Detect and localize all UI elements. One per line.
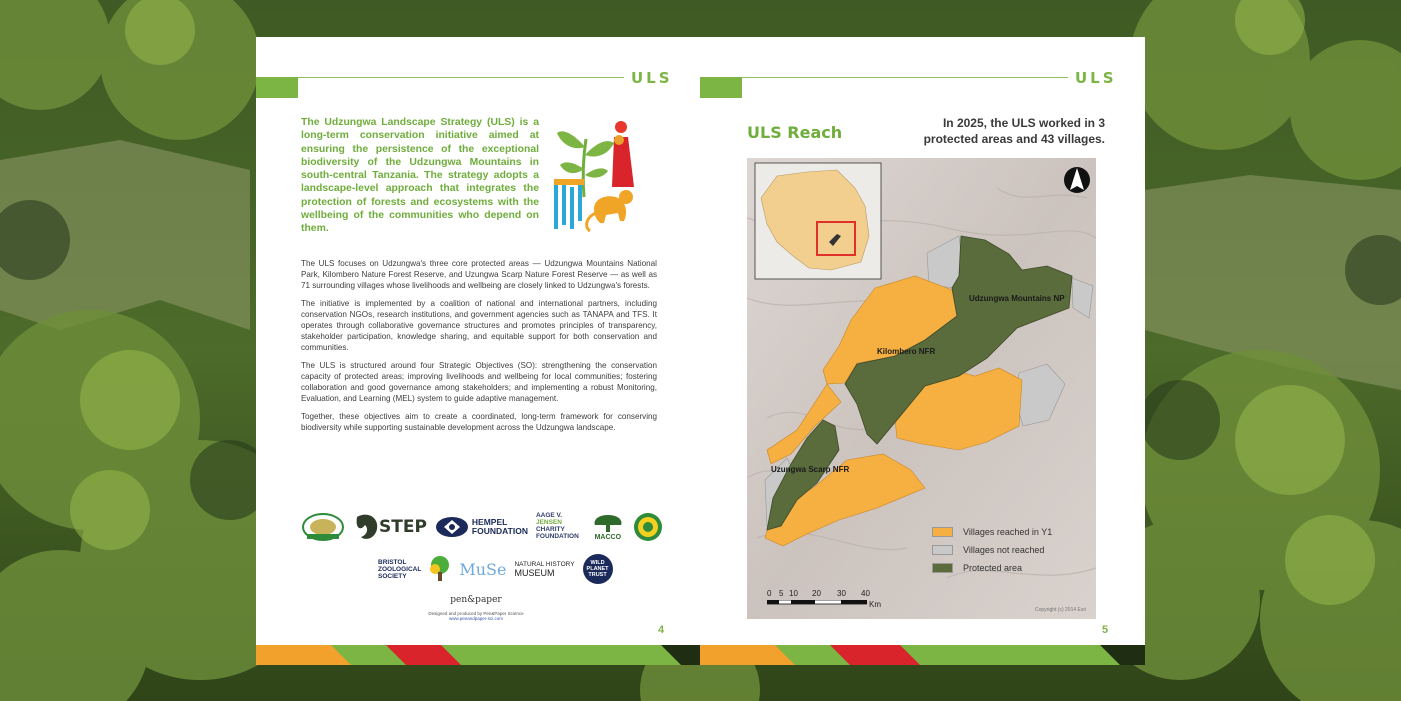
hempel-logo-line: HEMPEL [471,517,508,527]
body-paragraph: Together, these objectives aim to create a coordinated, long-term framework for conserving biodiversity while supporting sustainable development across the Udzungwa landscape. [301,412,657,433]
aage-logo-line: JENSEN [535,519,562,527]
map-scale-bar [767,589,884,615]
map-legend [932,523,1052,577]
aage-jensen-foundation-logo [536,513,579,540]
step-logo [353,511,427,543]
muse-logo [459,560,506,579]
tree-logo [429,555,451,583]
header-tag-block [700,77,742,98]
credit-url[interactable]: www.penandpaper-sci.com [448,616,504,621]
legend-swatch-not-reached [932,545,953,555]
intro-paragraph: The Udzungwa Landscape Strategy (ULS) is a long-term conservation initiative aimed at ensuring the persistence of the exceptional biodiversity of the Udzungwa Mountains in south-central Tanzania. The strategy adopts a landscape-level approach that integrates the protection of forests and ecosystems with the wellbeing of the communities who depend on them. [301,117,539,235]
scale-tick-label: 10 [789,589,798,598]
hempel-foundation-logo [435,516,528,538]
wpt-logo-line: WILD [590,560,605,566]
page-number: 4 [658,624,665,636]
header-uls-tag: ULS [631,69,673,87]
body-paragraph: The initiative is implemented by a coalition of national and international partners, including conservation NGOs, research institutions, and government agencies such as TANAPA and TFS. It operates through collaborative governance structures and promotes principles of transparency, stakeholder participation, knowledge sharing, and equitable support for both conservation and communities. [301,299,657,352]
production-credit [406,595,546,621]
legend-item [932,523,1052,541]
label-udzungwa-mountains-np: Udzungwa Mountains NP [969,294,1065,303]
legend-item [932,559,1052,577]
scale-bar-graphic [767,600,867,605]
nhm-logo-line: NATURAL HISTORY [514,561,575,568]
wpt-logo-line: TRUST [588,572,607,578]
scale-tick-label: 20 [812,589,821,598]
scale-tick-label: 0 [767,589,772,598]
right-page [700,37,1145,665]
aage-logo-line: FOUNDATION [535,532,579,540]
header-uls-tag: ULS [1075,69,1117,87]
page-number: 5 [1102,624,1109,636]
legend-swatch-protected [932,563,953,573]
natural-history-museum-logo [514,561,574,577]
partner-logos-row-2 [378,554,621,584]
step-logo-text: STEP [379,517,427,537]
credit-brand: pen&paper [450,595,502,605]
muse-logo-text: MuSe [459,559,507,579]
footer-stripe [700,645,1145,665]
bristol-zoological-society-logo [378,559,421,580]
wpt-logo-line: PLANET [586,566,609,572]
legend-item [932,541,1052,559]
label-uzungwa-scarp-nfr: Uzungwa Scarp NFR [771,465,850,474]
footer-stripe [256,645,701,665]
tanapa-logo [301,512,345,542]
header-tag-block [256,77,298,98]
north-arrow-icon [1064,167,1090,193]
partner-logos-row-1 [301,511,671,543]
nhm-logo-line: MUSEUM [514,568,555,578]
header-rule [742,77,1068,78]
scale-tick-label: 40 [861,589,870,598]
bristol-logo-line: BRISTOL [378,558,407,566]
credit-line: Designed and produced by Pen&Paper Science [428,611,524,616]
left-page [256,37,701,665]
wild-planet-trust-logo [583,554,613,584]
bristol-logo-line: ZOOLOGICAL [378,565,422,573]
macco-logo [591,514,625,541]
hempel-logo-line: FOUNDATION [471,526,528,536]
map-copyright: Copyright (c) 2014 Esri [1035,607,1087,613]
legend-label: Villages reached in Y1 [963,527,1053,537]
bristol-logo-line: SOCIETY [378,572,407,580]
legend-swatch-reached [932,527,953,537]
tanzania-inset-map [755,163,881,279]
body-paragraph: The ULS is structured around four Strategic Objectives (SO): strengthening the conservation capacity of protected areas; improving livelihoods and wellbeing for local communities; fostering collaboration and good governance among stakeholders; and implementing a robust Monitoring, Evaluation, and Learning (MEL) system to guide adaptive management. [301,361,657,403]
aage-logo-line: CHARITY [535,526,565,533]
legend-label: Protected area [963,563,1023,573]
scale-tick-label: 5 [779,589,784,598]
body-paragraph: The ULS focuses on Udzungwa's three core protected areas — Udzungwa Mountains National Park, Kilombero Nature Forest Reserve, and Uzungwa Scarp Nature Forest Reserve — as well as 71 surrounding villages whose livelihoods and wellbeing are closely linked to Udzungwa's forests. [301,259,657,290]
legend-label: Villages not reached [963,545,1045,555]
scale-unit: Km [869,600,881,609]
scale-tick-label: 30 [837,589,846,598]
aage-logo-line: AAGE V. [535,512,563,520]
label-kilombero-nfr: Kilombero NFR [877,347,936,356]
reach-title: ULS Reach [747,123,843,142]
header-rule [298,77,624,78]
body-text [301,259,657,442]
reach-description: In 2025, the ULS worked in 3 protected areas and 43 villages. [923,116,1105,146]
uls-illustration-logo [554,117,646,235]
macco-logo-text: MACCO [594,533,622,541]
district-council-logo [633,512,663,542]
